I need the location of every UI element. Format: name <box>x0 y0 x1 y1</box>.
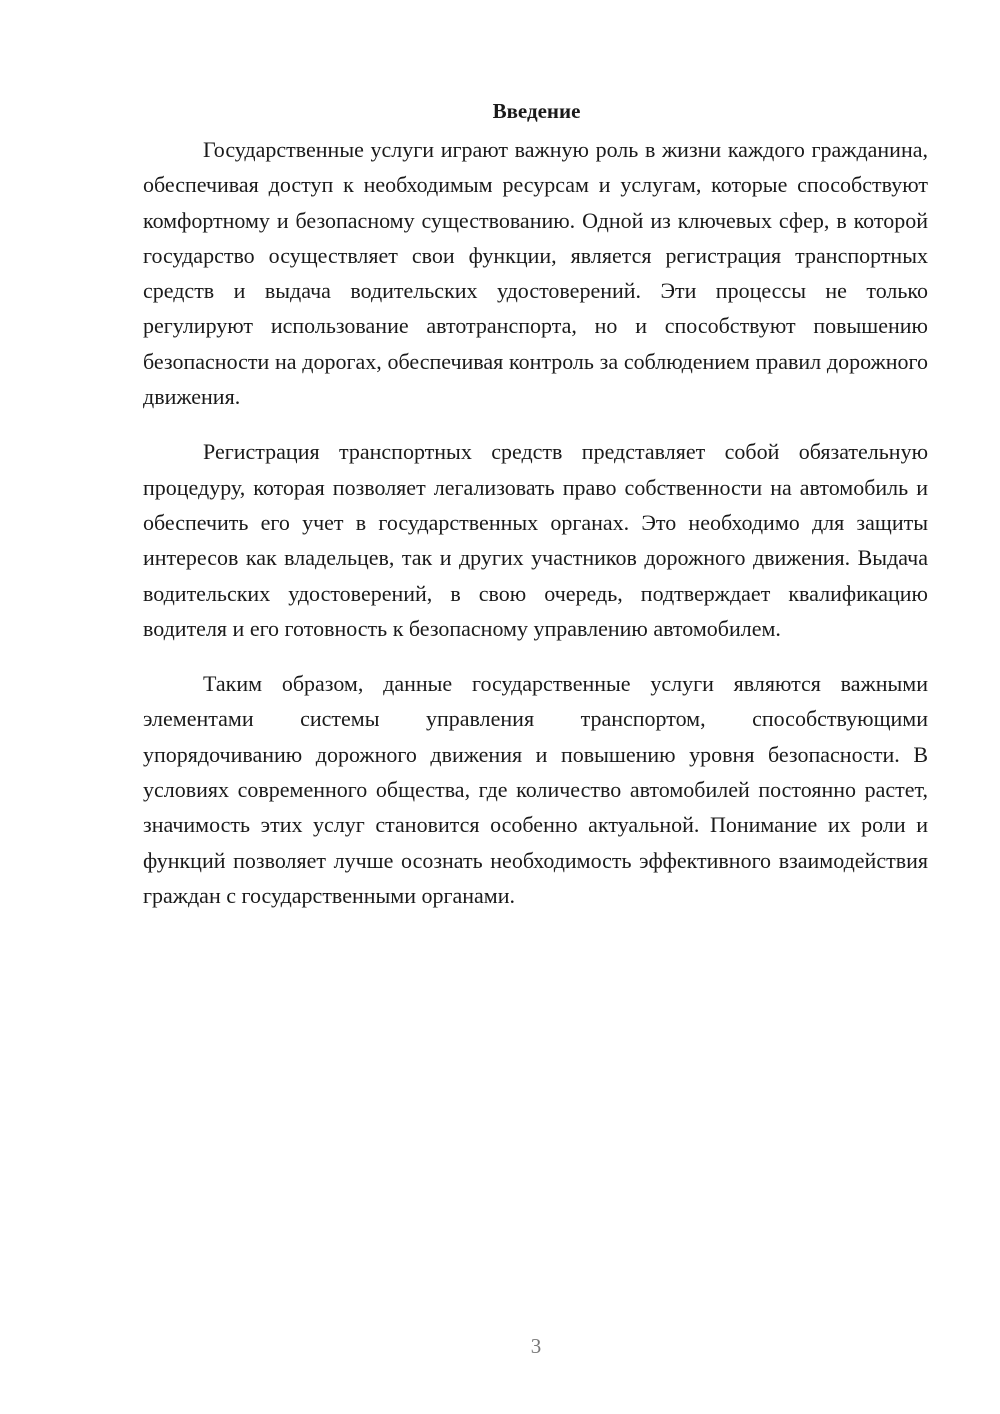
section-heading: Введение <box>492 99 581 123</box>
page-number: 3 <box>530 1334 542 1358</box>
paragraph-1: Государственные услуги играют важную роль в жизни каждого гражданина, обеспечивая доступ к необходимым ресурсам и услугам, которые способствуют комфортному и безопасному существованию. Одной из ключевых сфер, в которой государство осуществляет свои функции, является регистрация транспортных средств и выдача водительских удостоверений. Эти процессы не только регулируют использование автотранспорта, но и способствуют повышению безопасности на дорогах, обеспечивая контроль за соблюдением правил дорожного движения. <box>143 137 928 410</box>
paragraph-3: Таким образом, данные государственные услуги являются важными элементами системы управления транспортом, способствующими упорядочиванию дорожного движения и повышению уровня безопасности. В условиях современного общества, где количество автомобилей постоянно растет, значимость этих услуг становится особенно актуальной. Понимание их роли и функций позволяет лучше осознать необходимость эффективного взаимодействия граждан с государственными органами. <box>143 671 928 908</box>
paragraph-2: Регистрация транспортных средств представляет собой обязательную процедуру, которая позволяет легализовать право собственности на автомобиль и обеспечить его учет в государственных органах. Это необходимо для защиты интересов как владельцев, так и других участников дорожного движения. Выдача водительских удостоверений, в свою очередь, подтверждает квалификацию водителя и его готовность к безопасному управлению автомобилем. <box>143 439 928 641</box>
page-content <box>143 96 928 933</box>
